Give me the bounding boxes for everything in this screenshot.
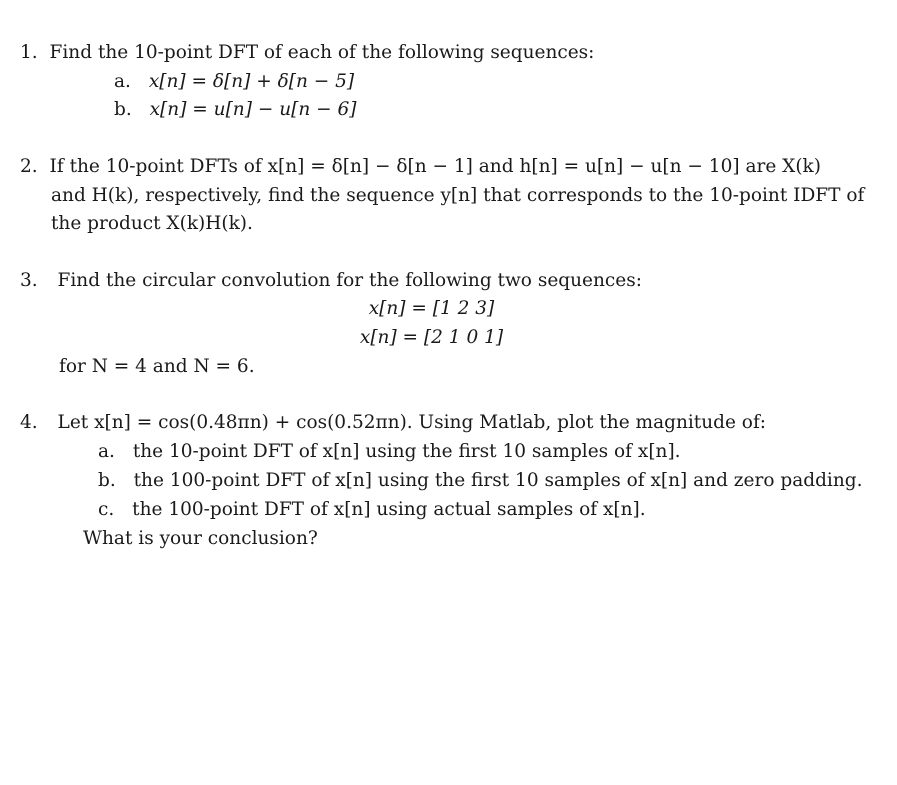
problem-3 [20,269,642,293]
problem-4 [20,411,766,435]
problem-2 [20,155,821,179]
item-label: a. [98,441,115,462]
item-label: b. [98,470,116,491]
problem-3-footer: for N = 4 and N = 6. [59,356,255,377]
problem-number: 1. [20,42,38,63]
item-text: the 100-point DFT of x[n] using the first 10 samples of x[n] and zero padding. [133,470,863,491]
problem-text: Find the 10-point DFT of each of the following sequences: [49,42,595,63]
problem-text: Find the circular convolution for the following two sequences: [57,270,642,291]
problem-1 [20,41,594,65]
problem-text-line-1: If the 10-point DFTs of x[n] = δ[n] − δ[n − 1] and h[n] = u[n] − u[n − 10] are X(k) [49,156,821,177]
problem-number: 3. [20,270,38,291]
equation-1: x[n] = [1 2 3] [368,298,495,319]
problem-text: Let x[n] = cos(0.48πn) + cos(0.52πn). Using Matlab, plot the magnitude of: [57,412,767,433]
problem-4-item-a [98,440,681,464]
problem-2-line-3: the product X(k)H(k). [51,213,253,234]
equation-2: x[n] = [2 1 0 1] [359,327,504,348]
problem-4-item-c [98,498,646,522]
problem-1-item-a [114,70,354,94]
item-label: b. [114,99,132,120]
item-text: the 10-point DFT of x[n] using the first 10 samples of x[n]. [132,441,681,462]
problem-4-question: What is your conclusion? [83,528,318,549]
problem-4-item-b [98,469,862,493]
item-label: c. [98,499,115,520]
problem-2-line-2: and H(k), respectively, find the sequence y[n] that corresponds to the 10-point IDFT of [51,185,865,206]
equation: x[n] = u[n] − u[n − 6] [149,99,357,120]
equation: x[n] = δ[n] + δ[n − 5] [148,71,355,92]
problem-number: 2. [20,156,38,177]
item-text: the 100-point DFT of x[n] using actual samples of x[n]. [132,499,646,520]
problem-1-item-b [114,98,357,122]
problem-number: 4. [20,412,38,433]
item-label: a. [114,71,131,92]
